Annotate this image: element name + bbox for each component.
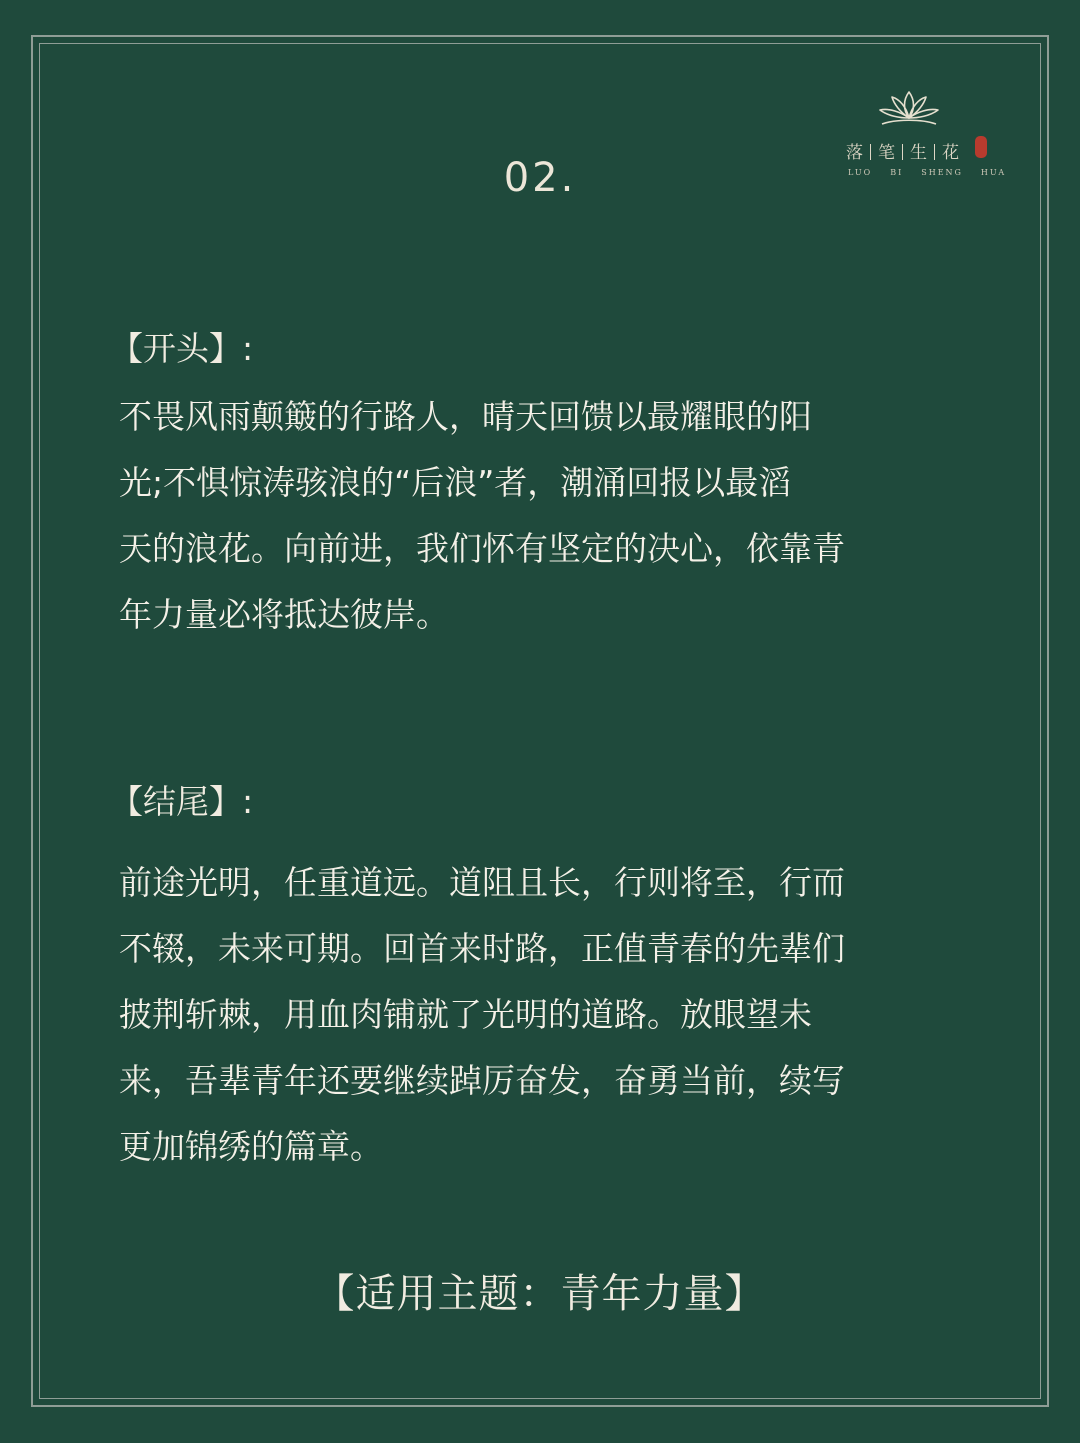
pinyin-word: HUA — [980, 168, 1007, 177]
lotus-icon — [876, 88, 942, 130]
paragraph-line: 年力量必将抵达彼岸。 — [119, 595, 449, 634]
paragraph-line: 光;不惧惊涛骇浪的“后浪”者，潮涌回报以最滔 — [119, 463, 792, 502]
pinyin-word: LUO — [848, 168, 873, 177]
pinyin-word: BI — [890, 168, 904, 177]
logo-char: 落 — [846, 143, 863, 163]
opening-paragraph — [119, 384, 964, 648]
ending-paragraph — [119, 850, 964, 1180]
paragraph-line: 天的浪花。向前进，我们怀有坚定的决心，依靠青 — [119, 529, 845, 568]
paragraph-line: 披荆斩棘，用血肉铺就了光明的道路。放眼望未 — [119, 995, 812, 1034]
theme-label: 【适用主题：青年力量】 — [314, 1271, 766, 1317]
paragraph-line: 不辍，未来可期。回首来时路，正值青春的先辈们 — [119, 929, 845, 968]
paragraph-line: 前途光明，任重道远。道阻且长，行则将至，行而 — [119, 863, 845, 902]
page-number: 02. — [503, 155, 577, 201]
paragraph-line: 更加锦绣的篇章。 — [119, 1127, 383, 1166]
paragraph-line: 不畏风雨颠簸的行路人，晴天回馈以最耀眼的阳 — [119, 397, 812, 436]
opening-label: 【开头】: — [110, 329, 254, 368]
inner-border — [39, 43, 1041, 1399]
logo-char: 笔 — [878, 143, 895, 163]
logo-char: 生 — [910, 143, 927, 163]
ending-label: 【结尾】: — [110, 782, 254, 821]
paragraph-line: 来，吾辈青年还要继续踔厉奋发，奋勇当前，续写 — [119, 1061, 845, 1100]
logo-char: 花 — [942, 143, 959, 163]
pinyin-word: SHENG — [921, 168, 963, 177]
